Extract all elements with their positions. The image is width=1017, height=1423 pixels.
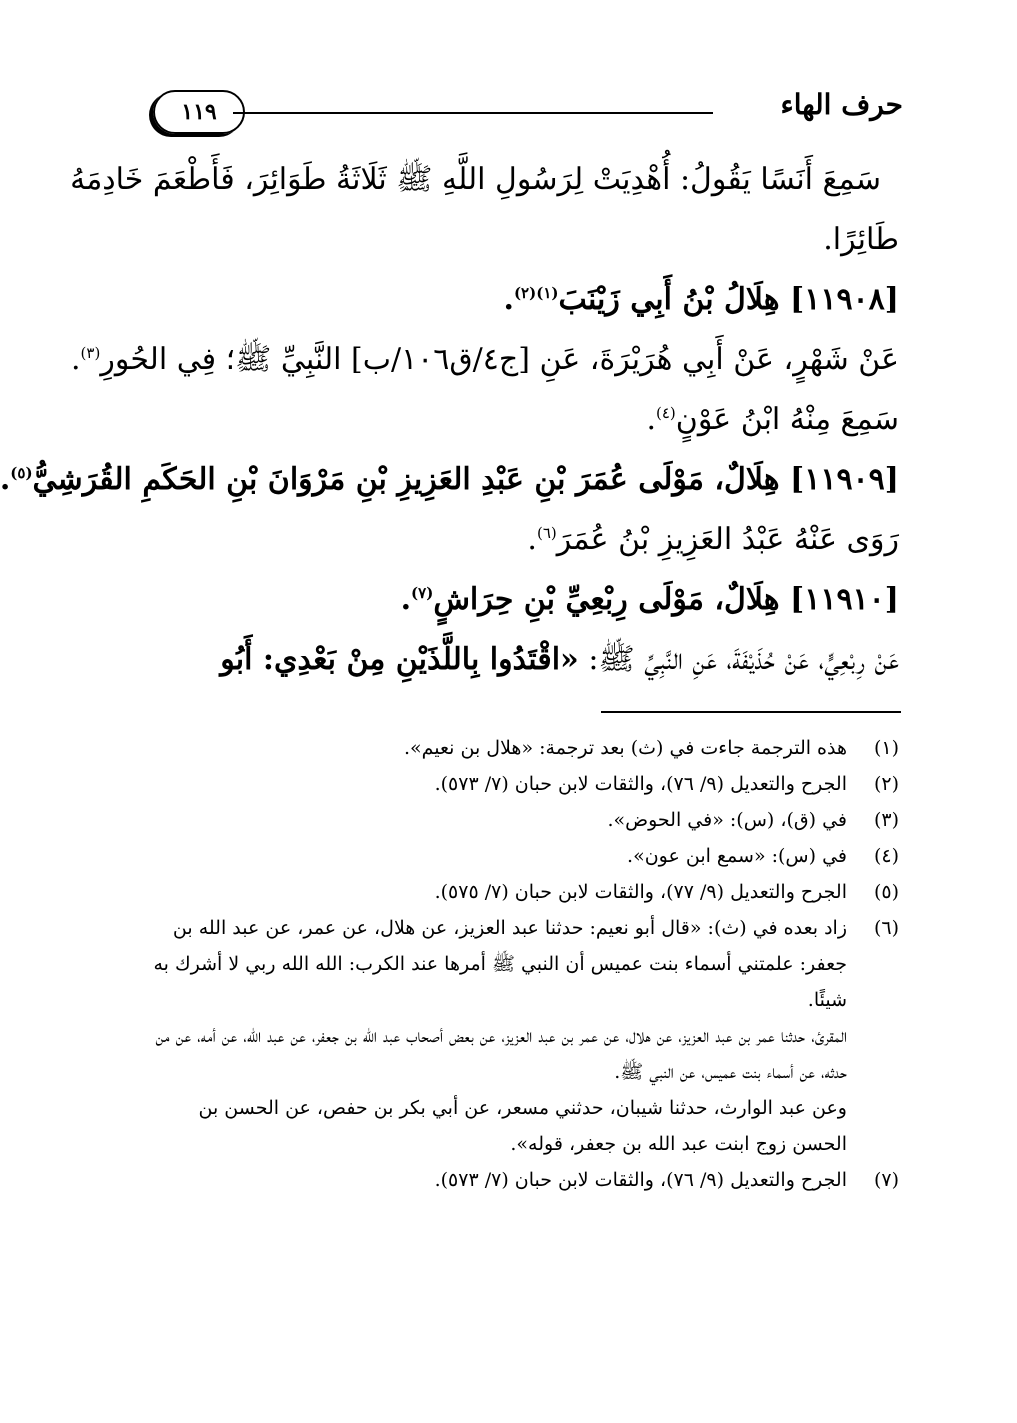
hadith-quote: «اقْتَدُوا بِاللَّذَيْنِ مِنْ بَعْدِي: أَبُو (220, 642, 579, 677)
footnote-number: (٤) (873, 845, 899, 867)
footnotes (151, 730, 899, 1198)
footnote-number: (٧) (873, 1169, 899, 1191)
footnote-text: الجرح والتعديل (٩/ ٧٧)، والثقات لابن حبان (٧/ ٥٧٥). (434, 881, 847, 903)
entry-number: [١١٩١٠] (790, 582, 899, 617)
footnote-text: الجرح والتعديل (٩/ ٧٦)، والثقات لابن حبان (٧/ ٥٧٣). (434, 773, 847, 795)
text-span: عَنْ شَهْرٍ، عَنْ أَبِي هُرَيْرَةَ، عَنِ [ج٤/ق١٠٦/ب] النَّبِيِّ ﷺ؛ فِي الحُورِ (100, 342, 899, 377)
footnote-text: هذه الترجمة جاءت في (ث) بعد ترجمة: «هلال بن نعيم». (403, 737, 847, 759)
entry-name: هِلَالُ بْنُ أَبِي زَيْنَبَ (558, 282, 780, 317)
footnote-number: (٥) (873, 881, 899, 903)
text-span: طَائِرًا. (823, 222, 899, 257)
footnote-ref: (٣) (80, 344, 101, 362)
footnote-number: (٦) (873, 917, 899, 939)
footnote-paragraph: زاد بعده في (ث): «قال أبو نعيم: حدثنا عبد العزيز، عن هلال، عن عمر، عن عبد الله بن جعفر: علمتني أسماء بنت عميس أن النبي ﷺ أمرها عند الكرب: الله الله ربي لا أشرك به شيئًا. (153, 917, 847, 1011)
text-line: عَنْ شَهْرٍ، عَنْ أَبِي هُرَيْرَةَ، عَنِ [ج٤/ق١٠٦/ب] النَّبِيِّ ﷺ؛ فِي الحُورِ$^{(٣)}$. (71, 342, 899, 377)
entry-11908: [١١٩٠٨] هِلَالُ بْنُ أَبِي زَيْنَبَ$^{(١)(٢)}$. (503, 282, 899, 317)
footnote-number: (١) (873, 737, 899, 759)
text-line (70, 150, 899, 210)
page-header (153, 88, 903, 132)
header-rule (233, 112, 713, 114)
text-span: سَمِعَ مِنْهُ ابْنُ عَوْنٍ (675, 402, 899, 437)
footnote-ref: (٦) (536, 524, 557, 542)
text-span: عَنْ رِبْعِيٍّ، عَنْ حُذَيْفَةَ، عَنِ النَّبِيِّ ﷺ: (588, 642, 899, 677)
footnote-text (151, 910, 847, 1162)
entry-name: هِلَالٌ، مَوْلَى رِبْعِيِّ بْنِ حِرَاشٍ (433, 582, 780, 617)
footnote-ref: (٧) (411, 584, 434, 602)
footnote-item (151, 910, 899, 1162)
footnote-item (151, 838, 899, 874)
footnote-text: في (ق)، (س): «في الحوض». (607, 809, 847, 831)
footnote-text: في (س): «سمع ابن عون». (627, 845, 847, 867)
chapter-title: حرف الهاء (780, 88, 903, 121)
text-line (151, 210, 899, 270)
footnote-ref: (١)(٢) (513, 284, 559, 302)
footnote-text: الجرح والتعديل (٩/ ٧٦)، والثقات لابن حبان (٧/ ٥٧٣). (434, 1169, 847, 1191)
entry-name: هِلَالٌ، مَوْلَى عُمَرَ بْنِ عَبْدِ العَزِيزِ بْنِ مَرْوَانَ بْنِ الحَكَمِ القُرَشِيُّ (32, 462, 780, 497)
footnote-ref: (٤) (656, 404, 676, 422)
footnote-ref: (٥) (10, 464, 33, 482)
text-span: سَمِعَ أَنَسًا يَقُولُ: أُهْدِيَتْ لِرَسُولِ اللَّهِ ﷺ ثَلَاثَةُ طَوَائِرَ، فَأَطْعَمَ خَادِمَهُ (70, 162, 881, 197)
entry-number: [١١٩٠٨] (790, 282, 899, 317)
footnote-item (151, 1162, 899, 1198)
footnote-item (151, 874, 899, 910)
footnote-paragraph: المقرئ، حدثنا عمر بن عبد العزيز، عن هلال، عن عمر بن عبد العزيز، عن بعض أصحاب عبد الله بن جعفر، عن عبد الله، عن أمه، عن من حدثه، عن أسماء بنت عميس، عن النبي ﷺ. (155, 1025, 847, 1083)
entry-11910: [١١٩١٠] هِلَالٌ، مَوْلَى رِبْعِيِّ بْنِ حِرَاشٍ$^{(٧)}$. (400, 582, 899, 617)
footnote-number: (٢) (873, 773, 899, 795)
text-line: سَمِعَ مِنْهُ ابْنُ عَوْنٍ$^{(٤)}$. (646, 402, 899, 437)
footnote-item (151, 802, 899, 838)
footnote-item (151, 766, 899, 802)
footnote-item (151, 730, 899, 766)
footnote-number: (٣) (873, 809, 899, 831)
page-number: ١١٩ (153, 90, 245, 134)
footnote-divider (601, 711, 901, 713)
text-span: رَوَى عَنْهُ عَبْدُ العَزِيزِ بْنُ عُمَرَ (556, 522, 899, 557)
text-line: رَوَى عَنْهُ عَبْدُ العَزِيزِ بْنُ عُمَرَ$^{(٦)}$. (527, 522, 899, 557)
footnote-paragraph: وعن عبد الوارث، حدثنا شيبان، حدثني مسعر، عن أبي بكر بن حفص، عن الحسن بن الحسن زوج ابنت عبد الله بن جعفر، قوله». (198, 1097, 847, 1155)
main-text (0, 150, 899, 690)
entry-number: [١١٩٠٩] (790, 462, 899, 497)
entry-11909: [١١٩٠٩] هِلَالٌ، مَوْلَى عُمَرَ بْنِ عَبْدِ العَزِيزِ بْنِ مَرْوَانَ بْنِ الحَكَمِ القُرَشِيُّ$^{(٥)}$. (0, 462, 899, 497)
text-line (151, 630, 899, 690)
